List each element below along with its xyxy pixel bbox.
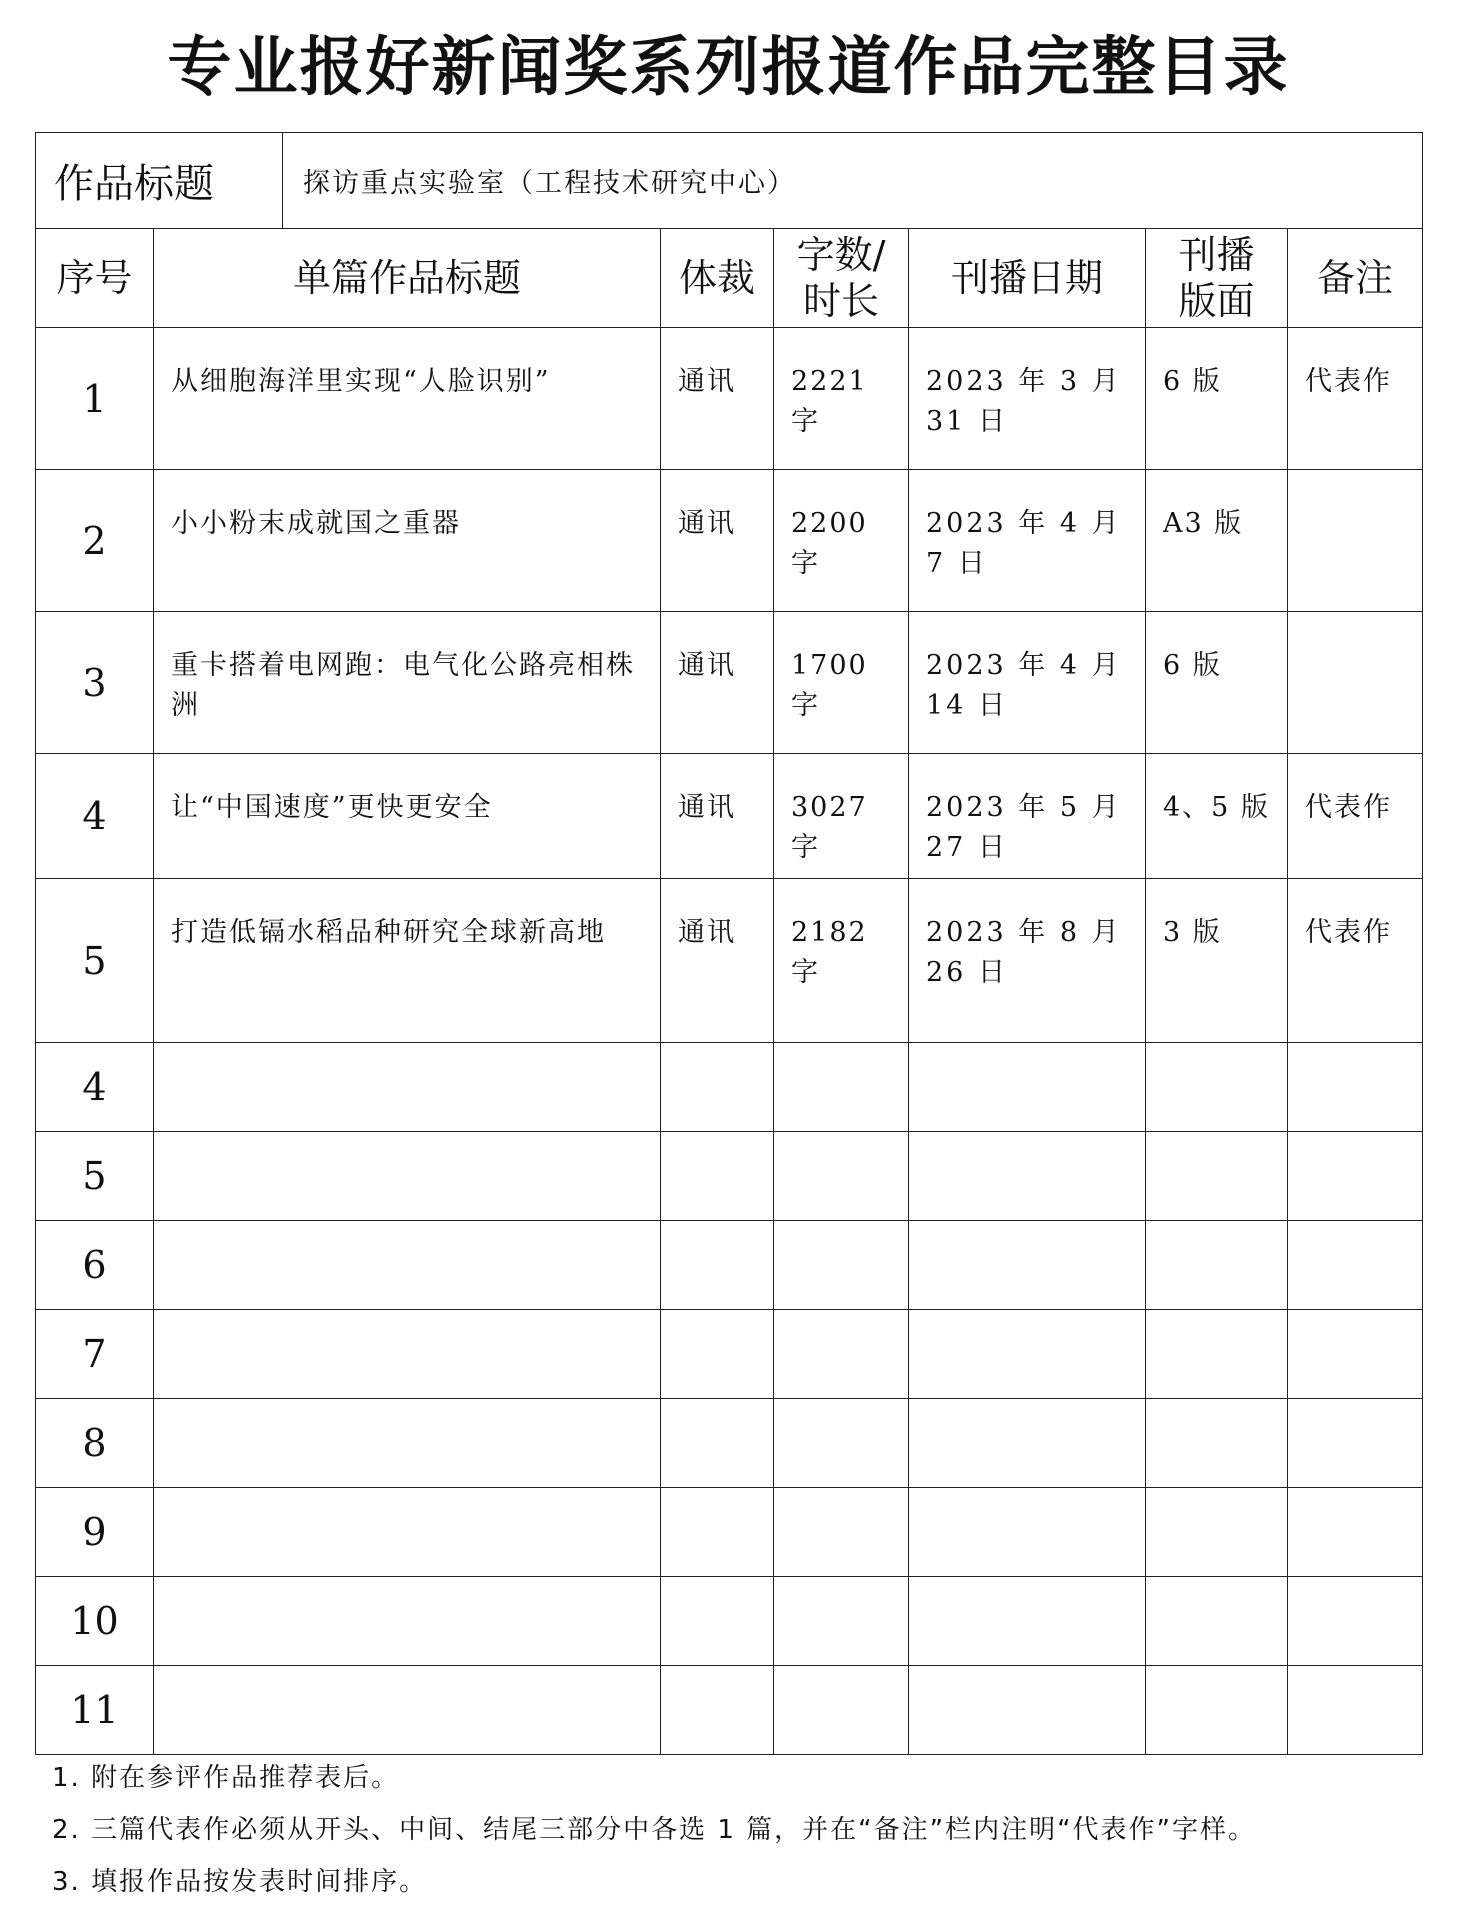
cell-remark bbox=[1288, 1221, 1423, 1310]
table-row bbox=[36, 470, 1423, 612]
cell-remark bbox=[1288, 1577, 1423, 1666]
cell-genre bbox=[661, 1666, 774, 1755]
cell-genre: 通讯 bbox=[661, 754, 774, 879]
work-title-row bbox=[36, 133, 1423, 229]
cell-length: 3027 字 bbox=[774, 754, 909, 879]
cell-genre: 通讯 bbox=[661, 328, 774, 470]
cell-genre bbox=[661, 1577, 774, 1666]
cell-title bbox=[154, 1043, 661, 1132]
cell-page bbox=[1146, 1488, 1288, 1577]
cell-date bbox=[909, 1043, 1146, 1132]
footnote-3: 3. 填报作品按发表时间排序。 bbox=[52, 1867, 428, 1897]
cell-genre bbox=[661, 1132, 774, 1221]
header-page-line1: 刊播 bbox=[1178, 233, 1255, 277]
cell-length bbox=[774, 1310, 909, 1399]
cell-date: 2023 年 4 月 7 日 bbox=[909, 470, 1146, 612]
header-length-line1: 字数/ bbox=[796, 233, 886, 277]
cell-title bbox=[154, 1132, 661, 1221]
cell-title bbox=[154, 1310, 661, 1399]
cell-title bbox=[154, 1221, 661, 1310]
cell-genre bbox=[661, 1043, 774, 1132]
cell-title: 小小粉末成就国之重器 bbox=[154, 470, 661, 612]
cell-length bbox=[774, 1399, 909, 1488]
cell-index: 5 bbox=[36, 1132, 154, 1221]
cell-title: 让“中国速度”更快更安全 bbox=[154, 754, 661, 879]
cell-length: 2221 字 bbox=[774, 328, 909, 470]
cell-remark bbox=[1288, 470, 1423, 612]
cell-date bbox=[909, 1399, 1146, 1488]
cell-genre: 通讯 bbox=[661, 879, 774, 1043]
cell-page: 3 版 bbox=[1146, 879, 1288, 1043]
table-row bbox=[36, 1132, 1423, 1221]
cell-page: A3 版 bbox=[1146, 470, 1288, 612]
footnote-2: 2. 三篇代表作必须从开头、中间、结尾三部分中各选 1 篇，并在“备注”栏内注明“代表作”字样。 bbox=[52, 1815, 1257, 1845]
header-length-line2: 时长 bbox=[802, 279, 879, 323]
table-row bbox=[36, 1399, 1423, 1488]
cell-date bbox=[909, 1132, 1146, 1221]
table-row bbox=[36, 1666, 1423, 1755]
header-length bbox=[774, 229, 909, 328]
cell-genre bbox=[661, 1221, 774, 1310]
cell-title bbox=[154, 1399, 661, 1488]
cell-date: 2023 年 5 月 27 日 bbox=[909, 754, 1146, 879]
cell-date bbox=[909, 1577, 1146, 1666]
cell-date: 2023 年 3 月 31 日 bbox=[909, 328, 1146, 470]
cell-remark bbox=[1288, 1666, 1423, 1755]
cell-remark: 代表作 bbox=[1288, 754, 1423, 879]
cell-index: 6 bbox=[36, 1221, 154, 1310]
cell-title: 重卡搭着电网跑：电气化公路亮相株洲 bbox=[154, 612, 661, 754]
cell-date bbox=[909, 1221, 1146, 1310]
cell-remark bbox=[1288, 612, 1423, 754]
cell-remark: 代表作 bbox=[1288, 879, 1423, 1043]
cell-index: 8 bbox=[36, 1399, 154, 1488]
cell-title bbox=[154, 1577, 661, 1666]
cell-page: 6 版 bbox=[1146, 328, 1288, 470]
cell-date bbox=[909, 1310, 1146, 1399]
cell-length: 2200 字 bbox=[774, 470, 909, 612]
cell-date bbox=[909, 1488, 1146, 1577]
cell-date: 2023 年 4 月 14 日 bbox=[909, 612, 1146, 754]
table-row bbox=[36, 1043, 1423, 1132]
cell-index: 3 bbox=[36, 612, 154, 754]
cell-genre bbox=[661, 1399, 774, 1488]
cell-title bbox=[154, 1488, 661, 1577]
cell-title bbox=[154, 1666, 661, 1755]
cell-length bbox=[774, 1043, 909, 1132]
header-page bbox=[1146, 229, 1288, 328]
table-row bbox=[36, 1488, 1423, 1577]
header-page-line2: 版面 bbox=[1178, 279, 1255, 323]
table-row bbox=[36, 1221, 1423, 1310]
header-remark: 备注 bbox=[1288, 229, 1423, 328]
work-section bbox=[36, 133, 1423, 229]
table-row bbox=[36, 328, 1423, 470]
cell-index: 11 bbox=[36, 1666, 154, 1755]
cell-title: 从细胞海洋里实现“人脸识别” bbox=[154, 328, 661, 470]
header-section bbox=[36, 229, 1423, 328]
cell-length bbox=[774, 1666, 909, 1755]
cell-remark: 代表作 bbox=[1288, 328, 1423, 470]
work-title-value: 探访重点实验室（工程技术研究中心） bbox=[283, 133, 1423, 229]
cell-page bbox=[1146, 1132, 1288, 1221]
cell-length bbox=[774, 1488, 909, 1577]
table-row bbox=[36, 1577, 1423, 1666]
cell-index: 10 bbox=[36, 1577, 154, 1666]
table-row bbox=[36, 1310, 1423, 1399]
table-body bbox=[36, 328, 1423, 1755]
cell-index: 9 bbox=[36, 1488, 154, 1577]
cell-length: 2182 字 bbox=[774, 879, 909, 1043]
cell-genre: 通讯 bbox=[661, 612, 774, 754]
cell-page bbox=[1146, 1043, 1288, 1132]
cell-title: 打造低镉水稻品种研究全球新高地 bbox=[154, 879, 661, 1043]
header-index: 序号 bbox=[36, 229, 154, 328]
cell-remark bbox=[1288, 1399, 1423, 1488]
cell-page: 6 版 bbox=[1146, 612, 1288, 754]
cell-length: 1700 字 bbox=[774, 612, 909, 754]
cell-genre bbox=[661, 1488, 774, 1577]
cell-remark bbox=[1288, 1043, 1423, 1132]
header-article-title: 单篇作品标题 bbox=[154, 229, 661, 328]
cell-length bbox=[774, 1577, 909, 1666]
cell-page bbox=[1146, 1577, 1288, 1666]
cell-remark bbox=[1288, 1132, 1423, 1221]
cell-index: 2 bbox=[36, 470, 154, 612]
footnote-1: 1. 附在参评作品推荐表后。 bbox=[52, 1763, 400, 1793]
cell-index: 7 bbox=[36, 1310, 154, 1399]
header-genre: 体裁 bbox=[661, 229, 774, 328]
cell-remark bbox=[1288, 1310, 1423, 1399]
cell-date: 2023 年 8 月 26 日 bbox=[909, 879, 1146, 1043]
catalog-table bbox=[35, 132, 1423, 1755]
cell-page bbox=[1146, 1310, 1288, 1399]
table-row bbox=[36, 754, 1423, 879]
footnotes bbox=[52, 1752, 1256, 1908]
cell-index: 1 bbox=[36, 328, 154, 470]
cell-length bbox=[774, 1221, 909, 1310]
work-title-label: 作品标题 bbox=[36, 133, 283, 229]
header-date: 刊播日期 bbox=[909, 229, 1146, 328]
cell-index: 5 bbox=[36, 879, 154, 1043]
table-row bbox=[36, 879, 1423, 1043]
cell-page: 4、5 版 bbox=[1146, 754, 1288, 879]
cell-length bbox=[774, 1132, 909, 1221]
cell-index: 4 bbox=[36, 1043, 154, 1132]
table-row bbox=[36, 612, 1423, 754]
cell-remark bbox=[1288, 1488, 1423, 1577]
cell-index: 4 bbox=[36, 754, 154, 879]
cell-genre bbox=[661, 1310, 774, 1399]
cell-genre: 通讯 bbox=[661, 470, 774, 612]
cell-page bbox=[1146, 1666, 1288, 1755]
cell-page bbox=[1146, 1221, 1288, 1310]
page-title: 专业报好新闻奖系列报道作品完整目录 bbox=[167, 31, 1290, 105]
table-header-row bbox=[36, 229, 1423, 328]
cell-date bbox=[909, 1666, 1146, 1755]
cell-page bbox=[1146, 1399, 1288, 1488]
